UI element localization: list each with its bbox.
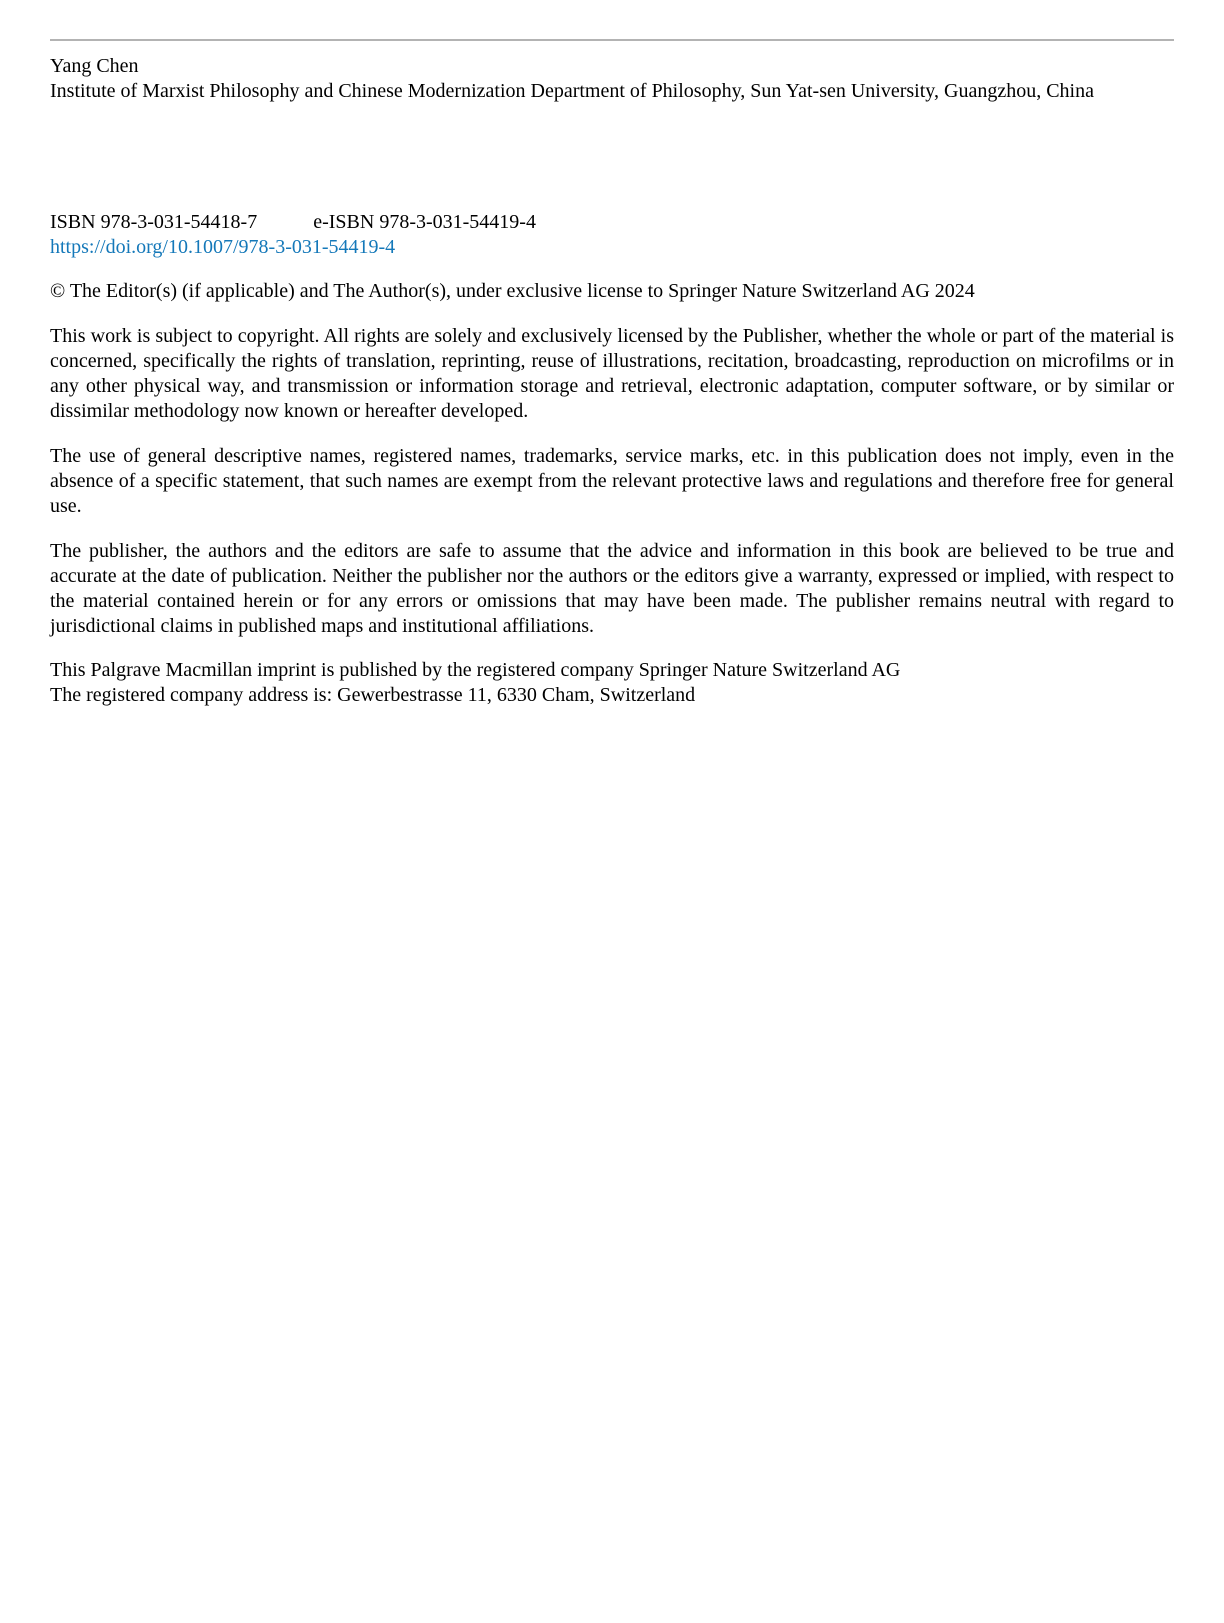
doi-row xyxy=(50,235,1174,260)
author-affiliation: Institute of Marxist Philosophy and Chinese Modernization Department of Philosophy, Sun Yat-sen University, Guangzhou, China xyxy=(50,80,1094,102)
imprint-company-line: This Palgrave Macmillan imprint is published by the registered company Springer Nature Switzerland AG xyxy=(50,659,901,681)
copyright-page xyxy=(0,39,1224,708)
legal-paragraph-rights: This work is subject to copyright. All rights are solely and exclusively licensed by the Publisher, whether the whole or part of the material is concerned, specifically the rights of translation, reprinting, reuse of illustrations, recitation, broadcasting, reproduction on microfilms or in any other physical way, and transmission or information storage and retrieval, electronic adaptation, computer software, or by similar or dissimilar methodology now known or hereafter developed. xyxy=(50,325,1174,422)
imprint-block xyxy=(50,658,1174,708)
legal-paragraph-trademarks: The use of general descriptive names, registered names, trademarks, service marks, etc. in this publication does not imply, even in the absence of a specific statement, that such names are exempt from the relevant protective laws and regulations and therefore free for general use. xyxy=(50,445,1174,517)
copyright-notice: © The Editor(s) (if applicable) and The Author(s), under exclusive license to Springer Nature Switzerland AG 2024 xyxy=(50,280,975,302)
imprint-address-line: The registered company address is: Gewerbestrasse 11, 6330 Cham, Switzerland xyxy=(50,684,696,706)
isbn-print: ISBN 978-3-031-54418-7 xyxy=(50,211,258,233)
legal-paragraph-disclaimer: The publisher, the authors and the editors are safe to assume that the advice and information in this book are believed to be true and accurate at the date of publication. Neither the publisher nor the authors or the editors give a warranty, expressed or implied, with respect to the material contained herein or for any errors or omissions that may have been made. The publisher remains neutral with regard to jurisdictional claims in published maps and institutional affiliations. xyxy=(50,540,1174,637)
top-divider xyxy=(50,39,1174,41)
isbn-row xyxy=(50,210,1174,235)
author-name: Yang Chen xyxy=(50,55,139,77)
isbn-electronic: e-ISBN 978-3-031-54419-4 xyxy=(313,211,536,233)
author-block xyxy=(50,54,1174,104)
identifier-block xyxy=(50,210,1174,260)
doi-link[interactable]: https://doi.org/10.1007/978-3-031-54419-4 xyxy=(50,236,396,258)
